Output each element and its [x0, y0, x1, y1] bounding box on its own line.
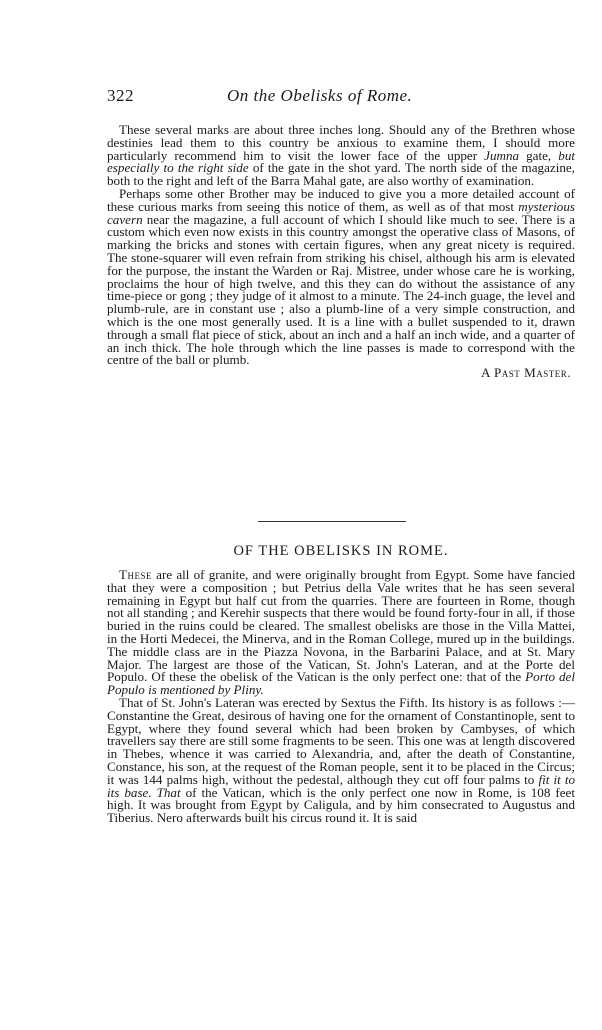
paragraph: These several marks are about three inches long. Should any of the Brethren whose destinies lead them to this country be anxious to examine them, I should more particularly recommend him to visit the lower face of the upper Jumna gate, but especially to the right side of the gate in the shot yard. The north side of the magazine, both to the right and left of the Barra Mahal gate, are also worthy of examination. — [107, 122, 575, 189]
paragraph: That of St. John's Lateran was erected by Sextus the Fifth. Its history is as follows :—Constantine the Great, desirous of having one for the ornament of Constantinople, sent to Egypt, where they found several which had been broken by Cambyses, of which travellers say there are still some fragments to be seen. This one was at length discovered in Thebes, whence it was carried to Alexandria, and, after the death of Constantine, Constance, his son, at the request of the Roman people, sent it to be placed in the Circus; it was 144 palms high, without the pedestal, although they cut off four palms to fit it to its base. That of the Vatican, which is the only perfect one now in Rome, is 108 feet high. It was brought from Egypt by Caligula, and by him consecrated to Augustus and Tiberius. Nero afterwards built his circus round it. It is said — [107, 694, 576, 826]
lead-word: These — [119, 567, 152, 582]
section-heading: OF THE OBELISKS IN ROME. — [233, 543, 449, 559]
letter-section — [107, 124, 575, 380]
paragraph: These are all of granite, and were originally brought from Egypt. Some have fancied that they were a composition ; but Petrius della Vale writes that he has seen several remaining in Egypt but half cut from the quarries. There are fourteen in Rome, though not all standing ; and Kerehir suspects that there would be found forty-four in all, if those buried in the ruins could be cleared. The smallest obelisks are those in the Villa Mattei, in the Horti Medecei, the Minerva, and in the Roman College, mured up in the buildings. The middle class are in the Piazza Novona, in the Barbarini Palace, and at St. Mary Major. The largest are those of the Vatican, St. John's Lateran, and at the Porte del Populo. Of these the obelisk of the Vatican is the only perfect one: that of the Porto del Populo is mentioned by Pliny. — [107, 567, 575, 698]
page-header — [107, 86, 467, 110]
section-divider — [258, 521, 406, 522]
page-number: 322 — [107, 86, 134, 105]
signature: A Past Master. — [481, 365, 571, 381]
running-title: On the Obelisks of Rome. — [227, 86, 413, 105]
paragraph: Perhaps some other Brother may be induced to give you a more detailed account of these curious marks from seeing this notice of them, as well as of that most mysterious cavern near the magazine, a full account of which I should like much to see. There is a custom which even now exists in this country amongst the operative class of Masons, of marking the bricks and stones with certain figures, when any great nicety is required. The stone-squarer will even refrain from striking his chisel, although his arm is elevated for the purpose, the instant the Warden or Raj. Mistree, under whose care he is working, proclaims the hour of high twelve, and this they can do without the assistance of any time-piece or gong ; they judge of it almost to a minute. The 24-inch guage, the level and plumb-rule, are in constant use ; also a plumb-line of a very simple construction, and which is the one most generally used. It is a line with a bullet suspended to it, drawn through a small flat piece of stick, about an inch and a half an inch wide, and a quarter of an inch thick. The hole through which the line passes is made to correspond with the centre of the ball or plumb. — [107, 185, 575, 368]
article-section — [107, 569, 575, 825]
